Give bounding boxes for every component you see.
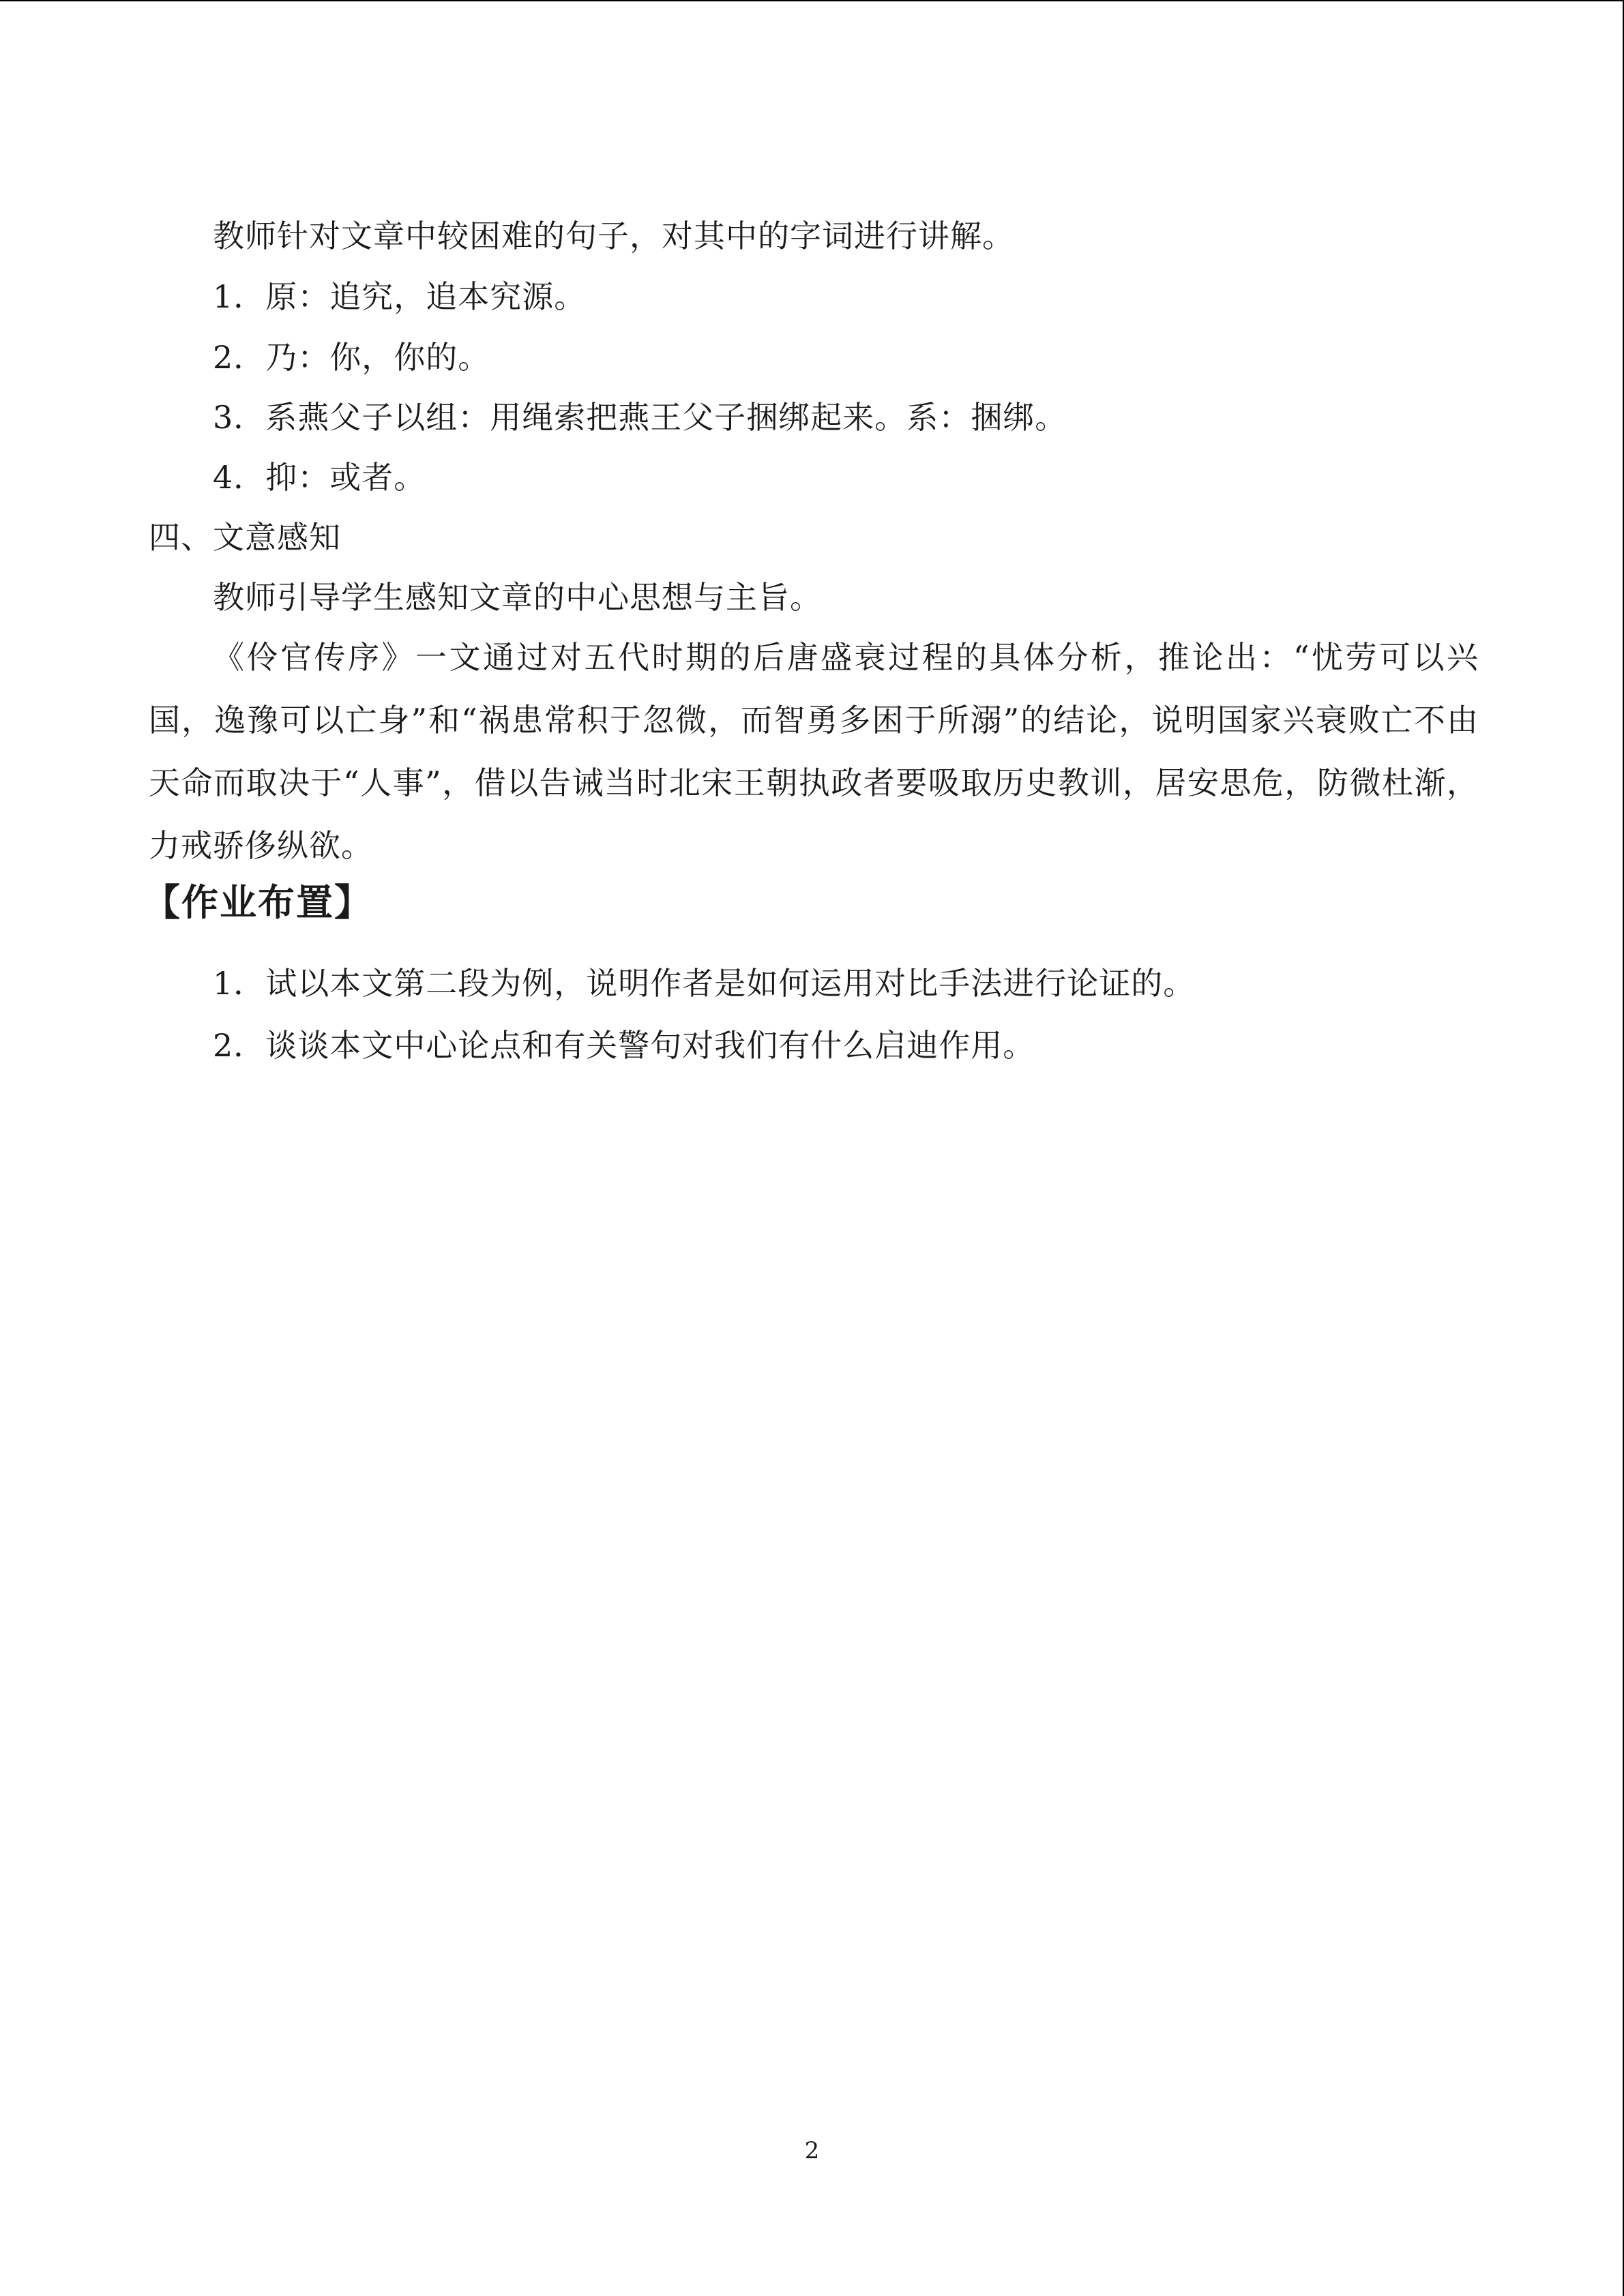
page-number: 2 bbox=[804, 2137, 820, 2164]
intro-text: 教师针对文章中较困难的句子，对其中的字词进行讲解。 bbox=[213, 218, 1014, 254]
glossary-item-4: 4．抑：或者。 bbox=[213, 459, 426, 496]
homework-item-1: 1．试以本文第二段为例，说明作者是如何运用对比手法进行论证的。 bbox=[213, 965, 1196, 1002]
section-heading: 四、文意感知 bbox=[149, 519, 341, 556]
section-intro: 教师引导学生感知文章的中心思想与主旨。 bbox=[213, 579, 822, 616]
glossary-item-3: 3．系燕父子以组：用绳索把燕王父子捆绑起来。系：捆绑。 bbox=[213, 399, 1067, 436]
homework-item-2: 2．谈谈本文中心论点和有关警句对我们有什么启迪作用。 bbox=[213, 1027, 1035, 1064]
glossary-item-2: 2．乃：你，你的。 bbox=[213, 339, 490, 376]
homework-heading: 【作业布置】 bbox=[143, 881, 372, 924]
section-paragraph: 《伶官传序》一文通过对五代时期的后唐盛衰过程的具体分析，推论出：“忧劳可以兴国，逸豫可以亡身”和“祸患常积于忽微，而智勇多困于所溺”的结论，说明国家兴衰败亡不由天命而取决于“人事”，借以告诫当时北宋王朝执政者要吸取历史教训，居安思危，防微杜渐，力戒骄侈纵欲。 bbox=[149, 639, 1479, 864]
glossary-item-1: 1．原：追究，追本究源。 bbox=[213, 278, 587, 315]
